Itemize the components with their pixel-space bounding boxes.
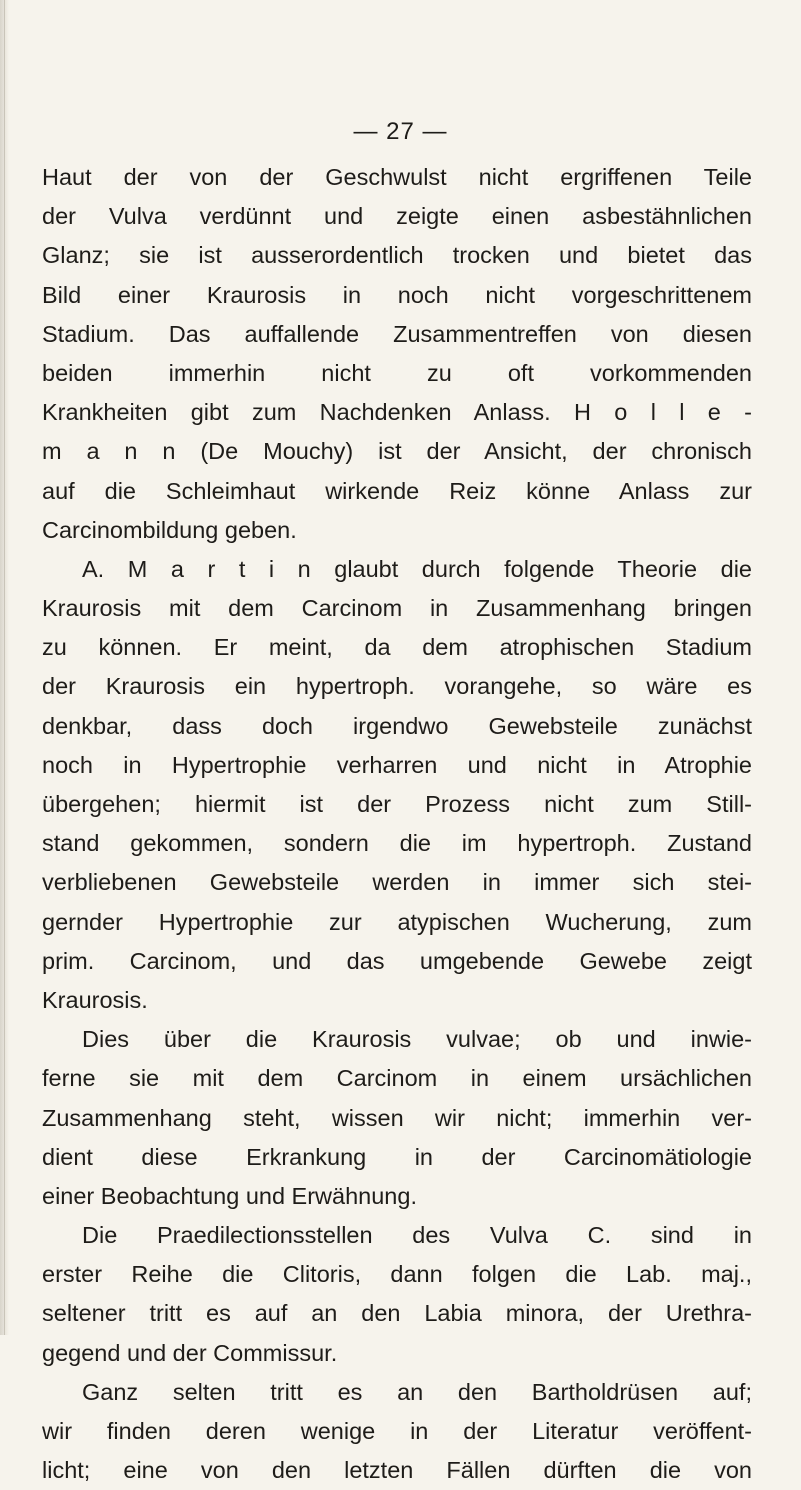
text-line: Dies über die Kraurosis vulvae; ob und inwie- xyxy=(82,1026,752,1053)
text-line: licht; eine von den letzten Fällen dürften die von xyxy=(42,1457,752,1484)
text-line: Ganz selten tritt es an den Bartholdrüsen auf; xyxy=(82,1378,752,1405)
text-line: zu können. Er meint, da dem atrophischen Stadium xyxy=(42,634,752,661)
text-line: erster Reihe die Clitoris, dann folgen die Lab. maj., xyxy=(42,1261,752,1288)
text-line: m a n n (De Mouchy) ist der Ansicht, der chronisch xyxy=(42,438,752,465)
text-line: Glanz; sie ist ausserordentlich trocken und bietet das xyxy=(42,242,752,269)
page-number: — 27 — xyxy=(353,118,448,145)
text-line: denkbar, dass doch irgendwo Gewebsteile zunächst xyxy=(42,712,752,739)
text-line: beiden immerhin nicht zu oft vorkommenden xyxy=(42,359,752,386)
text-line: gernder Hypertrophie zur atypischen Wucherung, zum xyxy=(42,908,752,935)
text-line: Zusammenhang steht, wissen wir nicht; immerhin ver- xyxy=(42,1104,752,1131)
text-line: stand gekommen, sondern die im hypertroph. Zustand xyxy=(42,830,752,857)
text-line: gegend und der Commissur. xyxy=(42,1339,338,1366)
text-line: Bild einer Kraurosis in noch nicht vorgeschrittenem xyxy=(42,281,752,308)
body-text xyxy=(42,158,752,1490)
text-line: ferne sie mit dem Carcinom in einem ursächlichen xyxy=(42,1065,752,1092)
text-line: Die Praedilectionsstellen des Vulva C. sind in xyxy=(82,1222,752,1249)
text-line: Kraurosis. xyxy=(42,986,148,1013)
text-line: A. M a r t i n glaubt durch folgende Theorie die xyxy=(82,555,752,582)
text-line: der Vulva verdünnt und zeigte einen asbestähnlichen xyxy=(42,203,752,230)
text-line: auf die Schleimhaut wirkende Reiz könne Anlass zur xyxy=(42,477,752,504)
text-line: noch in Hypertrophie verharren und nicht in Atrophie xyxy=(42,751,752,778)
text-line: einer Beobachtung und Erwähnung. xyxy=(42,1182,417,1209)
text-line: dient diese Erkrankung in der Carcinomätiologie xyxy=(42,1143,752,1170)
text-line: Stadium. Das auffallende Zusammentreffen von diesen xyxy=(42,320,752,347)
page-edge-line xyxy=(4,0,5,1335)
text-line: übergehen; hiermit ist der Prozess nicht zum Still- xyxy=(42,791,752,817)
text-line: Carcinombildung geben. xyxy=(42,516,297,543)
text-line: seltener tritt es auf an den Labia minora, der Urethra- xyxy=(42,1300,752,1327)
text-line: der Kraurosis ein hypertroph. vorangehe, so wäre es xyxy=(42,673,752,700)
text-line: prim. Carcinom, und das umgebende Gewebe zeigt xyxy=(42,947,752,974)
text-line: verbliebenen Gewebsteile werden in immer sich stei- xyxy=(42,869,752,896)
text-line: Haut der von der Geschwulst nicht ergriffenen Teile xyxy=(42,164,752,190)
text-line: Kraurosis mit dem Carcinom in Zusammenhang bringen xyxy=(42,595,752,622)
text-line: Krankheiten gibt zum Nachdenken Anlass. H o l l e - xyxy=(42,399,752,426)
text-line: wir finden deren wenige in der Literatur veröffent- xyxy=(42,1418,752,1444)
